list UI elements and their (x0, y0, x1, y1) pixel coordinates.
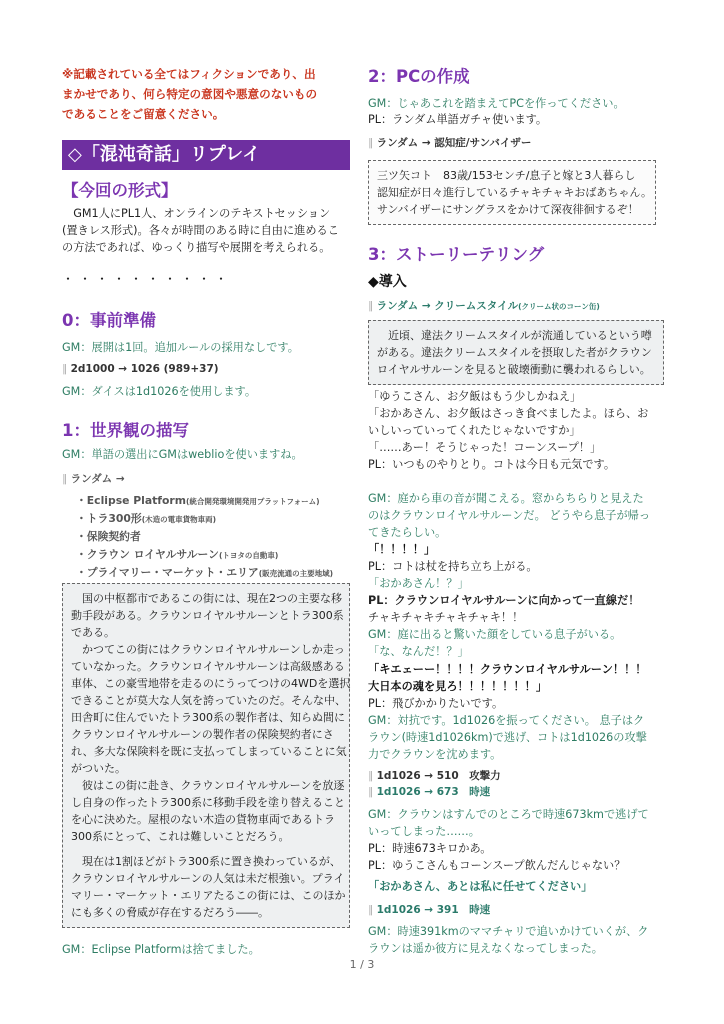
gm-line: GM：クラウンはすんでのところで時速673kmで逃げて (368, 808, 649, 821)
gm-line: GM：庭に出ると驚いた顔をしている息子がいる。 (368, 628, 622, 641)
replay-title-banner: ◇「混沌奇話」リプレイ (62, 140, 350, 170)
box-line: 近頃、違法クリームスタイルが流通しているという噂 (377, 329, 652, 342)
gm-line: ラウンは遥か彼方に見えなくなってしまった。 (368, 942, 603, 955)
term-item (76, 564, 350, 582)
box-line: できることが莫大な人気を誇っていたのだ。そんな中、 (71, 694, 346, 707)
box-line: 車体、この豪雪地帯を走るのにうってつけの4WDを選択 (71, 677, 351, 690)
shout-line: 「！！！！」 (368, 543, 436, 556)
format-text (62, 205, 350, 256)
dice-roll-text: 2d1000 → 1026 (989+37) (70, 363, 219, 375)
gm-block (368, 490, 664, 541)
pl-line (368, 592, 664, 609)
box-line: 三ツ矢コト 83歳/153センチ/息子と嫁と3人暮らし (377, 169, 636, 182)
box-line: 認知症が日々進行しているチャキチャキおばあちゃん。 (377, 186, 652, 199)
box-line: 300系にとって、これは難しいことだろう。 (71, 830, 290, 843)
gm-line: GM：庭から車の音が聞こえる。窓からちらりと見えた (368, 492, 644, 505)
shout-line: 「キエェーー！！！！クラウンロイヤルサルーン！！！ (368, 663, 647, 676)
gm-line: GM：展開は1回。追加ルールの採用なしです。 (62, 341, 299, 354)
term-name: ・Eclipse Platform (76, 494, 186, 507)
box-line: がある。違法クリームスタイルを摂取した者がクラウン (377, 346, 652, 359)
dialogue-line: 「おかあさん、お夕飯はさっき食べましたよ。ほら、お (368, 407, 649, 420)
term-item (76, 510, 350, 528)
random-roll: ∥ ランダム → クリームスタイル(クリーム状のコーン缶) (368, 300, 600, 312)
box-line: れ、多大な保険料を既に支払ってしまっていることに気 (71, 745, 347, 758)
box-line: クラウンロイヤルサルーンの人気は未だ根強い。プライ (71, 872, 345, 885)
section-2-heading: 2：PCの作成 (368, 67, 470, 86)
pl-line: PL：いつものやりとり。コトは今日も元気です。 (368, 458, 616, 471)
gm-line: GM：Eclipse Platformは捨てました。 (62, 943, 260, 956)
box-line: ていなかった。クラウンロイヤルサルーンは高級感ある (71, 660, 345, 673)
disclaimer (62, 64, 350, 124)
section-1-heading: 1：世界観の描写 (62, 421, 189, 440)
sound-line: チャキチャキチャキチャキ！！ (368, 611, 524, 624)
gm-line: ラウン(時速1d1026km)で逃げ、コトは1d1026の攻撃 (368, 731, 647, 744)
random-roll: ∥ ランダム → 認知症/サンバイザー (368, 137, 532, 149)
dialogue-line: 「ゆうこさん、お夕飯はもう少しかねえ」 (368, 390, 582, 403)
gm-line: GM：じゃあこれを踏まえてPCを作ってください。 (368, 97, 625, 110)
box-line: 動手段がある。クラウンロイヤルサルーンとトラ300系 (71, 609, 344, 622)
shout-line: 大日本の魂を見ろ！！！！！！！」 (368, 680, 548, 693)
pl-line: PL：コトは杖を持ち立ち上がる。 (368, 560, 538, 573)
dice-roll: ∥ 1d1026 → 510 攻撃力 (368, 770, 501, 782)
disclaimer-line: であることをご留意ください。 (62, 107, 225, 121)
gm-line: GM：ダイスは1d1026を使用します。 (62, 385, 257, 398)
pl-line: PL：ゆうこさんもコーンスープ飲んだんじゃない？ (368, 859, 626, 872)
box-line: マリー・マーケット・エリアたるこの街には、このほか (71, 889, 346, 902)
gm-line: GM：時速391kmのママチャリで追いかけていくが、ク (368, 925, 649, 938)
dice-roll: ∥ 1d1026 → 673 時速 (368, 786, 491, 798)
random-roll: ∥ ランダム → (62, 473, 125, 485)
format-line: (置きレス形式)。各々が時間のある時に自由に進めるこ (62, 224, 339, 237)
pl-line: PL：時速673キロかあ。 (368, 842, 492, 855)
pl-line: PL：ランダム単語ガチャ使います。 (368, 113, 548, 126)
dialogue-line: 「……あー！そうじゃった！コーンスープ！」 (368, 441, 602, 454)
gm-line: いってしまった……。 (368, 825, 480, 838)
dice-roll-text: 1d1026 → 391 時速 (376, 904, 491, 916)
box-line (71, 845, 341, 853)
format-heading: 【今回の形式】 (62, 181, 178, 200)
random-roll-text: ランダム → 認知症/サンバイザー (376, 137, 532, 149)
term-list (76, 492, 350, 582)
box-line: 彼はこの街に赴き、クラウンロイヤルサルーンを放逐 (71, 779, 345, 792)
term-note: (統合開発環境開発用プラットフォーム) (185, 497, 320, 506)
dialogue-line: いしいっていってくれたじゃないですか」 (368, 424, 581, 437)
character-box (368, 160, 656, 225)
box-line: にも多くの脅威が存在するだろう――。 (71, 906, 269, 919)
dialogue-line: 「おかあさん、あとは私に任せてください」 (368, 880, 593, 893)
dialogue-block (368, 388, 664, 473)
box-line: 現在は1割ほどがトラ300系に置き換わっているが、 (71, 855, 341, 868)
term-name: ・プライマリー・マーケット・エリア (76, 566, 259, 579)
term-name: ・クラウン ロイヤルサルーン (76, 548, 219, 561)
box-line: がついた。 (71, 762, 126, 775)
term-item (76, 528, 350, 546)
gm-line: GM：対抗です。1d1026を振ってください。 息子はク (368, 714, 645, 727)
term-item (76, 546, 350, 564)
intro-subheading: ◆導入 (368, 274, 407, 290)
gm-block (368, 923, 664, 957)
box-line: 国の中枢都市であるこの街には、現在2つの主要な移 (71, 592, 342, 605)
dialogue-line: 「おかあさん！？」 (368, 577, 469, 590)
gm-block (368, 712, 664, 763)
random-roll-note: (クリーム状のコーン缶) (518, 302, 600, 311)
box-line: である。 (71, 626, 115, 639)
pl-line-text: PL：クラウンロイヤルサルーンに向かって一直線だ！ (368, 594, 640, 607)
random-roll-text: ランダム → (70, 473, 125, 485)
term-note: (トヨタの自動車) (218, 551, 279, 560)
separator-dots: ・・・・・・・・・・ (62, 272, 233, 286)
random-roll-text: ランダム → クリームスタイル (376, 300, 519, 312)
term-note: (木造の電車貨物車両) (141, 515, 217, 524)
dice-roll: ∥ 2d1000 → 1026 (989+37) (62, 363, 219, 375)
format-line: の方法であれば、ゆっくり描写や展開を考えられる。 (62, 241, 331, 254)
term-name: ・トラ300形 (76, 512, 142, 525)
box-line: サンバイザーにサングラスをかけて深夜徘徊するぞ！ (377, 203, 639, 216)
term-item (76, 492, 350, 510)
box-line: を心に決めた。屋根のない木造の貨物車両であるトラ (71, 813, 335, 826)
box-line: 田舎町に住んでいたトラ300系の製作者は、知らぬ間に (71, 711, 345, 724)
gm-block (368, 806, 664, 840)
pl-line: PL：飛びかかりたいです。 (368, 697, 504, 710)
dice-roll-text: 1d1026 → 510 攻撃力 (376, 770, 501, 782)
gm-line: GM：単語の選出にGMはweblioを使いますね。 (62, 448, 303, 461)
term-name: ・保険契約者 (76, 530, 141, 543)
gm-line: のはクラウンロイヤルサルーンだ。 どうやら息子が帰っ (368, 509, 651, 522)
gm-line: てきたらしい。 (368, 526, 447, 539)
intro-box (368, 320, 664, 385)
box-line: かつてこの街にはクラウンロイヤルサルーンしか走っ (71, 643, 345, 656)
section-0-heading: 0：事前準備 (62, 311, 156, 330)
term-note: (販売流通の主要地域) (258, 569, 334, 578)
dialogue-line: 「な、なんだ！？」 (368, 645, 469, 658)
gm-line: 力でクラウンを沈めます。 (368, 748, 502, 761)
box-line: ロイヤルサルーンを見ると破壊衝動に襲われるらしい。 (377, 363, 651, 376)
dice-roll: ∥ 1d1026 → 391 時速 (368, 904, 491, 916)
box-line: し自身の作ったトラ300系に移動手段を塗り替えること (71, 796, 345, 809)
box-line: クラウンロイヤルサルーンの製作者の保険契約者にさ (71, 728, 334, 741)
page-number: 1 / 3 (349, 958, 375, 971)
disclaimer-line: まかせであり、何ら特定の意図や悪意のないもの (62, 87, 318, 101)
section-3-heading: 3：ストーリーテリング (368, 245, 545, 264)
format-line: GM1人にPL1人、オンラインのテキストセッション (62, 207, 331, 220)
disclaimer-line: ※記載されている全てはフィクションであり、出 (62, 67, 316, 81)
world-description-box (62, 583, 350, 928)
dice-roll-text: 1d1026 → 673 時速 (376, 786, 491, 798)
